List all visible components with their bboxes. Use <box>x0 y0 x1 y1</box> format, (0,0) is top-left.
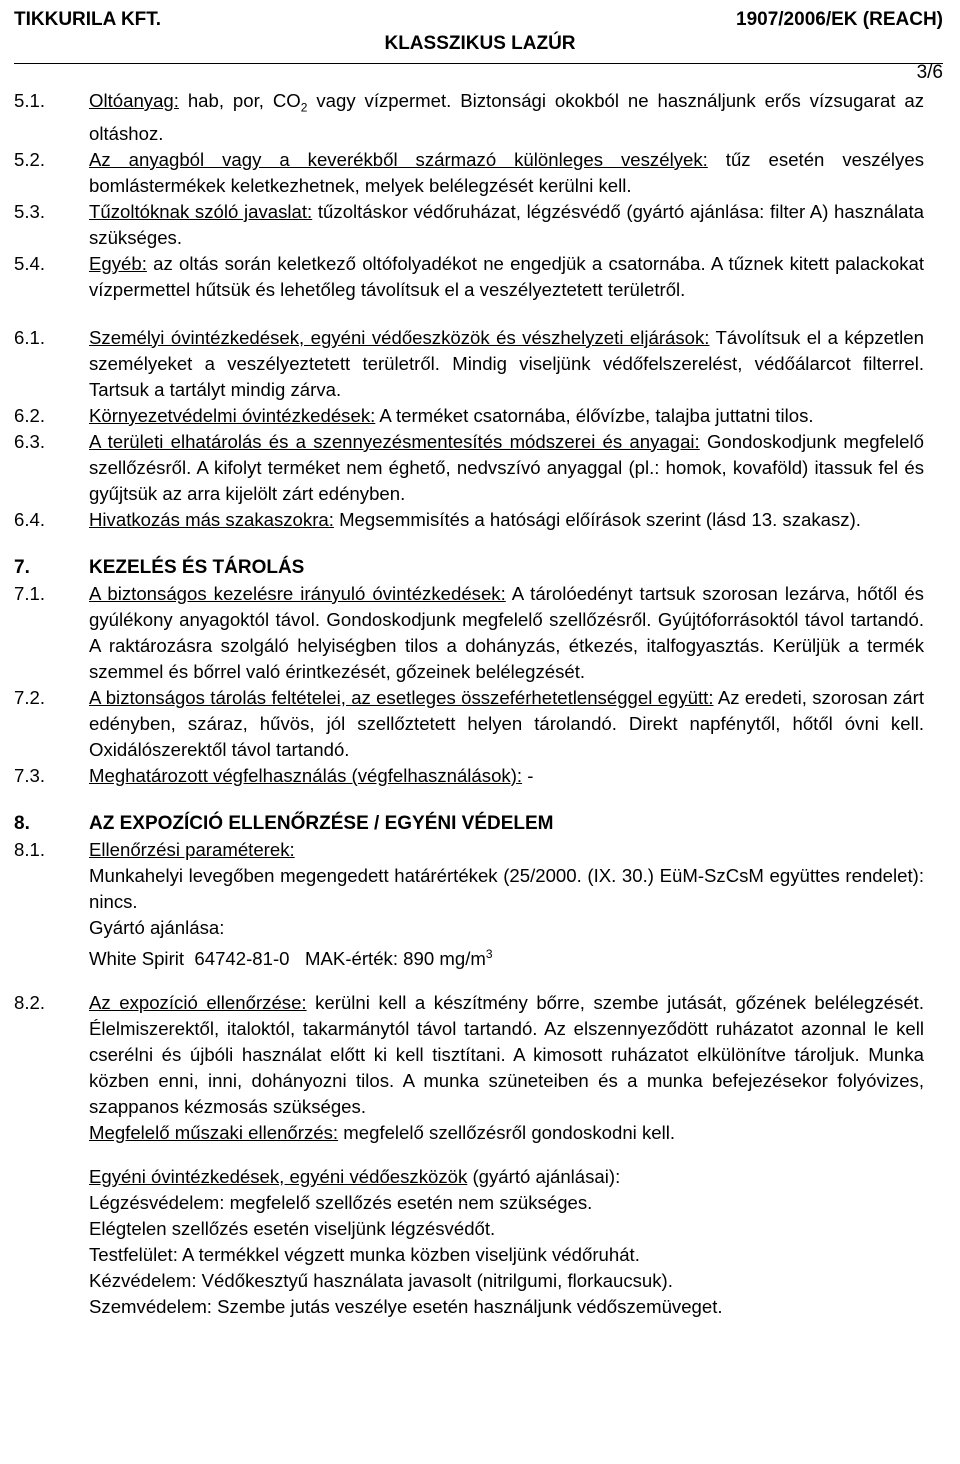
section-7-heading <box>0 555 960 581</box>
item-label: A biztonságos kezelésre irányuló óvintézkedések: <box>89 582 506 604</box>
header-divider <box>14 63 943 64</box>
item-body: tűz esetén veszélyes bomlástermékek keletkezhetnek, melyek belélegzését kerülni kell. <box>89 148 924 196</box>
ppe-block <box>89 1164 924 1320</box>
section-title: AZ EXPOZÍCIÓ ELLENŐRZÉSE / EGYÉNI VÉDELEM <box>89 812 554 834</box>
item-text <box>89 403 924 429</box>
item-5-4 <box>0 251 960 303</box>
document-body <box>0 88 960 1320</box>
item-label: Hivatkozás más szakaszokra: <box>89 508 334 530</box>
item-5-1 <box>0 88 960 147</box>
ppe-line: Szemvédelem: Szembe jutás veszélye esetén használjunk védőszemüveget. <box>89 1295 723 1317</box>
item-label: Az expozíció ellenőrzése: <box>89 991 307 1013</box>
ppe-line: Kézvédelem: Védőkesztyű használata javasolt (nitrilgumi, florkaucsuk). <box>89 1269 673 1291</box>
ppe-line: Elégtelen szellőzés esetén viseljünk légzésvédőt. <box>89 1217 496 1239</box>
item-label: Egyéb: <box>89 252 147 274</box>
item-text <box>89 199 924 251</box>
mak-value: MAK-érték: 890 mg/m <box>305 947 486 969</box>
item-body: az oltás során keletkező oltófolyadékot ne engedjük a csatornába. A tűznek kitett palackokat vízpermettel hűtsük és lehetőleg távolítsuk el a veszélyeztetett területről. <box>89 252 924 300</box>
item-text <box>89 147 924 199</box>
item-5-3 <box>0 199 960 251</box>
product-name: KLASSZIKUS LAZÚR <box>384 33 576 54</box>
item-number: 7.2. <box>14 686 46 708</box>
item-6-3 <box>0 429 960 507</box>
item-text <box>89 507 924 533</box>
item-label: Ellenőrzési paraméterek: <box>89 838 295 860</box>
item-body: Az eredeti, szorosan zárt edényben, száraz, hűvös, jól szellőztetett helyen tárolandó. Direkt napfénytől, hőtől óvni kell. Oxidálószerektől távol tartandó. <box>89 686 925 760</box>
item-number: 5.3. <box>14 200 46 222</box>
item-body: Megsemmisítés a hatósági előírások szerint (lásd 13. szakasz). <box>333 508 861 530</box>
item-body: - <box>522 764 534 786</box>
item-number: 6.4. <box>14 508 46 530</box>
item-number: 6.3. <box>14 430 46 452</box>
item-text <box>89 581 924 685</box>
ppe-label: Egyéni óvintézkedések, egyéni védőeszközök <box>89 1165 468 1187</box>
item-number: 6.1. <box>14 326 46 348</box>
item-body-cont: vagy vízpermet. Biztonsági okokból ne használjunk erős vízsugarat az oltáshoz. <box>89 90 924 144</box>
item-label: Tűzoltóknak szóló javaslat: <box>89 200 313 222</box>
item-label: Meghatározott végfelhasználás (végfelhasználások): <box>89 764 523 786</box>
item-6-1 <box>0 325 960 403</box>
item-label: Az anyagból vagy a keverékből származó különleges veszélyek: <box>89 148 708 170</box>
item-label: A területi elhatárolás és a szennyezésmentesítés módszerei és anyagai: <box>89 430 700 452</box>
item-body: A tárolóedényt tartsuk szorosan lezárva, hőtől és gyúlékony anyagoktól távol. Gondoskodjunk megfelelő szellőzésről. Gyújtóforrásoktól távol tartandó. A raktározásra szolgáló helyiségben tilos a dohányzás, étkezés, italfogyasztás. Kerüljük a termék szemmel és bőrrel való érintkezését, gőzeinek belélegzését. <box>89 582 924 682</box>
item-number: 7.3. <box>14 764 46 786</box>
section-title: KEZELÉS ÉS TÁROLÁS <box>89 556 305 578</box>
item-text <box>89 763 924 789</box>
item-text <box>89 837 924 972</box>
page-number: 3/6 <box>916 62 943 83</box>
section-number: 8. <box>14 812 30 834</box>
item-body: Gondoskodjunk megfelelő szellőzésről. A kifolyt terméket nem éghető, nedvszívó anyaggal (pl.: homok, kovaföld) itassuk fel és gyűjtsük az arra kijelölt zárt edényben. <box>89 430 924 504</box>
substance-row <box>89 941 924 972</box>
item-body: hab, por, CO <box>178 90 301 111</box>
ppe-line: Testfelület: A termékkel végzett munka közben viseljünk védőruhát. <box>89 1243 640 1265</box>
item-5-2 <box>0 147 960 199</box>
item-text <box>89 88 924 147</box>
engineering-controls-text: megfelelő szellőzésről gondoskodni kell. <box>338 1121 676 1143</box>
engineering-controls-label: Megfelelő műszaki ellenőrzés: <box>89 1121 339 1143</box>
item-7-3 <box>0 763 960 789</box>
item-number: 8.2. <box>14 991 46 1013</box>
item-8-2 <box>0 990 960 1146</box>
limit-values-text: Munkahelyi levegőben megengedett határértékek (25/2000. (IX. 30.) EüM-SzCsM együttes rendelet): nincs. <box>89 864 924 912</box>
ppe-line: Légzésvédelem: megfelelő szellőzés esetén nem szükséges. <box>89 1191 593 1213</box>
item-label: Személyi óvintézkedések, egyéni védőeszközök és vészhelyzeti eljárások: <box>89 326 710 348</box>
section-number: 7. <box>14 556 30 578</box>
manufacturer-recommendation-label: Gyártó ajánlása: <box>89 916 225 938</box>
item-text <box>89 685 924 763</box>
item-7-1 <box>0 581 960 685</box>
item-number: 5.4. <box>14 252 46 274</box>
document-header <box>0 0 960 96</box>
item-number: 5.1. <box>14 90 46 111</box>
item-label: Oltóanyag: <box>89 90 179 111</box>
section-8-heading <box>0 811 960 837</box>
item-7-2 <box>0 685 960 763</box>
item-number: 8.1. <box>14 838 46 860</box>
item-text <box>89 990 924 1146</box>
regulation-reference: 1907/2006/EK (REACH) <box>736 9 943 30</box>
item-label: A biztonságos tárolás feltételei, az esetleges összeférhetetlenséggel együtt: <box>89 686 714 708</box>
item-number: 7.1. <box>14 582 46 604</box>
item-number: 6.2. <box>14 404 46 426</box>
co2-subscript: 2 <box>300 100 308 115</box>
cas-number: 64742-81-0 <box>194 947 290 969</box>
item-6-2 <box>0 403 960 429</box>
unit-superscript: 3 <box>485 946 493 961</box>
item-text <box>89 429 924 507</box>
item-text <box>89 251 924 303</box>
item-6-4 <box>0 507 960 533</box>
item-body: tűzoltáskor védőruházat, légzésvédő (gyártó ajánlása: filter A) használata szükséges. <box>89 200 924 248</box>
item-number: 5.2. <box>14 148 46 170</box>
item-body: Távolítsuk el a képzetlen személyeket a veszélyeztetett területről. Mindig viseljünk védőfelszerelést, védőálarcot filterrel. Tartsuk a tartályt mindig zárva. <box>89 326 924 400</box>
company-name: TIKKURILA KFT. <box>14 9 162 30</box>
item-text <box>89 325 924 403</box>
item-body: A terméket csatornába, élővízbe, talajba juttatni tilos. <box>375 404 814 426</box>
substance-name: White Spirit <box>89 947 185 969</box>
item-label: Környezetvédelmi óvintézkedések: <box>89 404 376 426</box>
item-8-1 <box>0 837 960 972</box>
ppe-suffix: (gyártó ajánlásai): <box>467 1165 621 1187</box>
item-body: kerülni kell a készítmény bőrre, szembe jutását, gőzének belélegzését. Élelmiszerektől, italoktól, takarmánytól távol tartandó. Az elszennyeződött ruházatot azonnal le kell cserélni és újbóli használat előtt ki kell tisztítani. A kimosott ruházatot elkülönítve tároljuk. Munka közben enni, inni, dohányozni tilos. A munka szüneteiben és a munka befejezésekor folyóvizes, szappanos kézmosás szükséges. <box>89 991 924 1117</box>
